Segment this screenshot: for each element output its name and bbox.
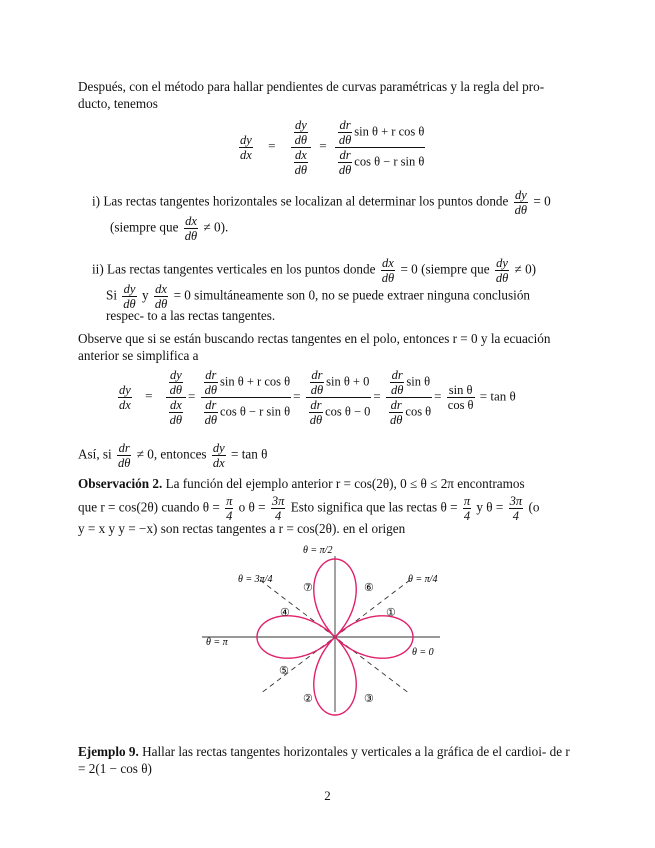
petal-label-7: ⑦	[303, 582, 313, 594]
rose-curve-figure	[190, 540, 460, 720]
list-item-i: i) Las rectas tangentes horizontales se localizan al determinar los puntos donde $\frac{dy}{d\theta}$ = 0	[92, 188, 551, 217]
petal-label-6: ⑥	[364, 582, 374, 594]
list-item-ii-line2: Si $\frac{dy}{d\theta}$ y $\frac{dx}{d\theta}$ = 0 simultáneamente son 0, no se puede extraer ninguna conclusión	[106, 282, 531, 311]
petal-label-4: ④	[280, 607, 290, 619]
ejemplo-9: Ejemplo 9. Hallar las rectas tangentes horizontales y verticales a la gráfica de el cardioi- de r = 2(1 − cos θ)	[78, 744, 570, 776]
page-number: 2	[324, 788, 331, 803]
list-item-ii-line3: respec- to a las rectas tangentes.	[106, 308, 276, 323]
paragraph-asi: Así, si $\frac{dr}{d\theta}$ ≠ 0, entonces $\frac{dy}{dx}$ = tan θ	[78, 441, 268, 470]
label-pi-4: θ = π/4	[408, 574, 438, 585]
observacion-line2: que r = cos(2θ) cuando θ = $\frac{\pi}{4}$ o θ = $\frac{3\pi}{4}$ Esto significa que las rectas θ = $\frac{\pi}{4}$ y θ = $\frac{3\pi}{4}$ (o	[78, 494, 540, 523]
paragraph-intro: Después, con el método para hallar pendientes de curvas paramétricas y la regla del pro- ducto, tenemos	[78, 79, 545, 111]
list-item-ii: ii) Las rectas tangentes verticales en los puntos donde $\frac{dx}{d\theta}$ = 0 (siempre que $\frac{dy}{d\theta}$ ≠ 0)	[92, 256, 537, 285]
list-item-i-line2: (siempre que $\frac{dx}{d\theta}$ ≠ 0).	[110, 214, 229, 243]
observacion-line3: y = x y y = −x) son rectas tangentes a r = cos(2θ). en el origen	[78, 521, 406, 536]
label-zero: θ = 0	[412, 647, 434, 658]
equation-polo: $\frac{dy}{dx}$ = $\frac{\frac{dy}{d\theta}}{\frac{dx}{d\theta}}$ = $\frac{dr}{d\theta}$ sin θ + r cos θ $\frac{dr}{d\theta}$ cos θ − r sin θ = $\frac{dr}{d\theta}$ sin θ + 0 $\frac{dr}{d\theta}$ cos θ − 0 = $\frac{dr}{d\theta}$ sin θ $\frac{dr}{d\theta}$ cos θ = $\frac{\text{sin θ}}{\text{cos θ}}$ = tan θ	[119, 368, 516, 427]
petal-label-3: ③	[364, 693, 374, 705]
paragraph-polo: Observe que si se están buscando rectas tangentes en el polo, entonces r = 0 y la ecuación anterior se simplifica a	[78, 331, 551, 363]
label-3pi-4: θ = 3π/4	[238, 574, 273, 585]
petal-label-1: ①	[386, 607, 396, 619]
label-pi-half: θ = π/2	[303, 545, 333, 556]
equation-derivative: $\frac{dy}{dx}$ = $\frac{\frac{dy}{d\theta}}{\frac{dx}{d\theta}}$ = $\frac{dr}{d\theta}$ sin θ + r cos θ $\frac{dr}{d\theta}$ cos θ − r sin θ	[240, 118, 425, 177]
petal-label-2: ②	[303, 693, 313, 705]
label-pi: θ = π	[206, 637, 228, 648]
petal-label-5: ⑤	[279, 665, 289, 677]
observacion-line1: Observación 2. La función del ejemplo anterior r = cos(2θ), 0 ≤ θ ≤ 2π encontramos	[78, 476, 525, 491]
